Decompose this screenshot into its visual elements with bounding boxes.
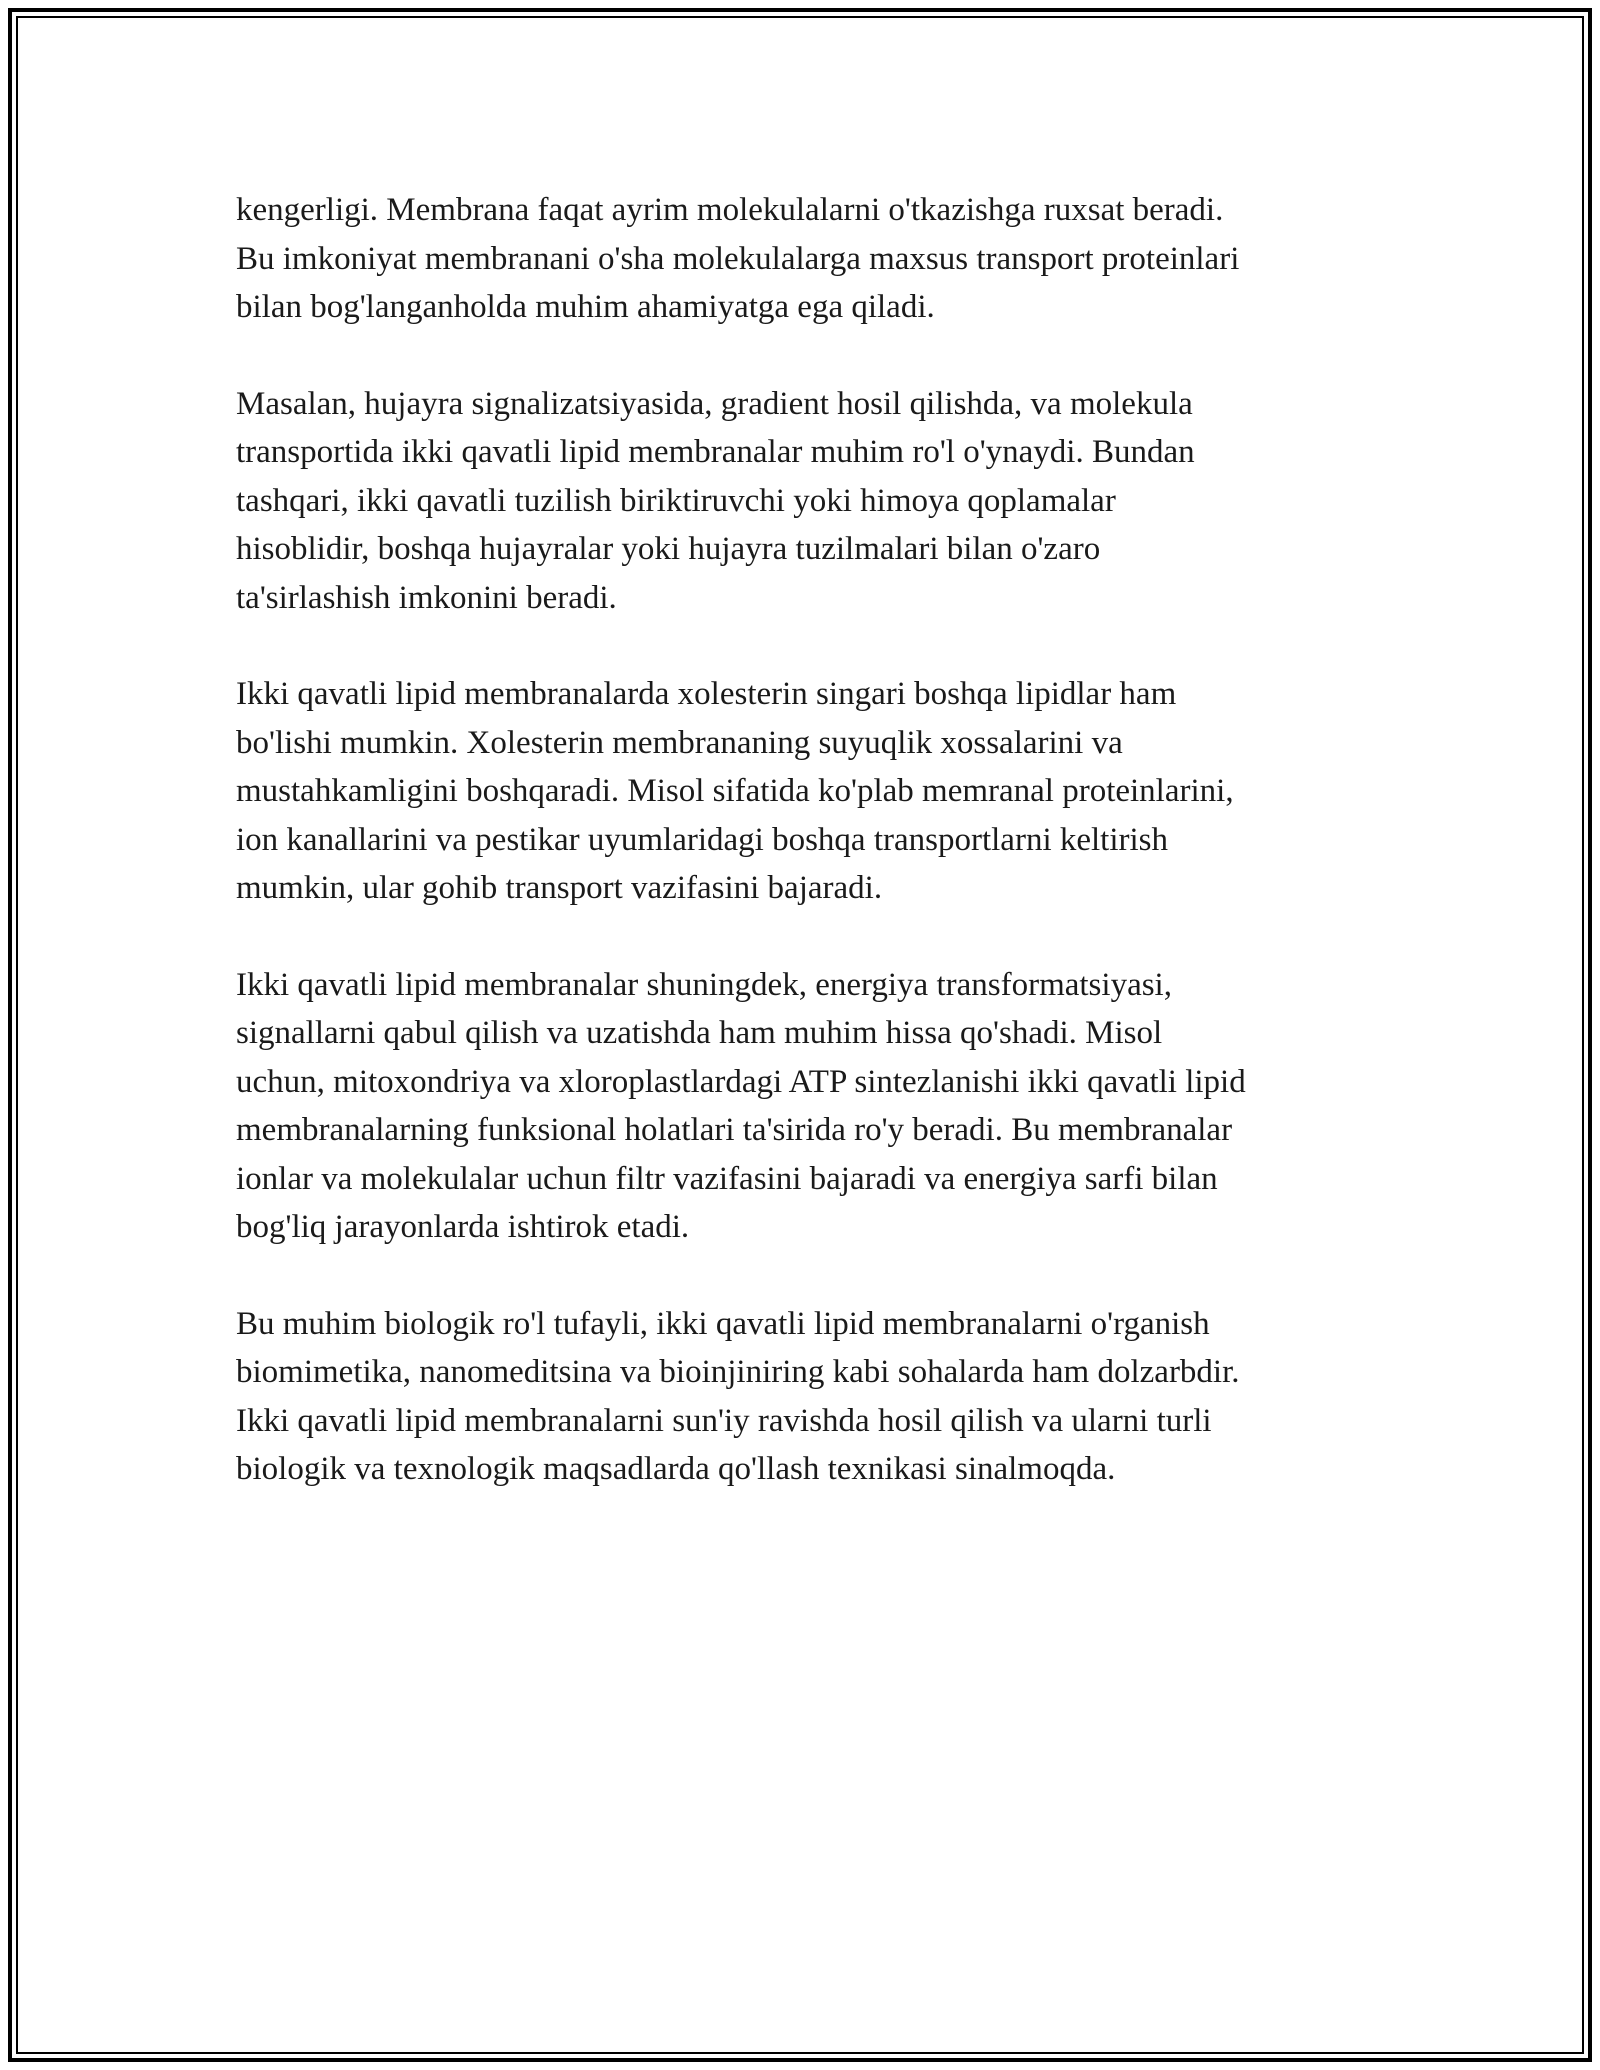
- paragraph: Ikki qavatli lipid membranalar shuningdek, energiya transformatsiyasi, signallarni qabul qilish va uzatishda ham muhim hissa qo'shadi. Misol uchun, mitoxondriya va xloroplastlardagi ATP sintezlanishi ikki qavatli lipid membranalarning funksional holatlari ta'sirida ro'y beradi. Bu membranalar ionlar va molekulalar uchun filtr vazifasini bajaradi va energiya sarfi bilan bog'liq jarayonlarda ishtirok etadi.: [236, 966, 1246, 1245]
- paragraph: Masalan, hujayra signalizatsiyasida, gradient hosil qilishda, va molekula transportida ikki qavatli lipid membranalar muhim ro'l o'ynaydi. Bundan tashqari, ikki qavatli tuzilish biriktiruvchi yoki himoya qoplamalar hisoblidir, boshqa hujayralar yoki hujayra tuzilmalari bilan o'zaro ta'sirlashish imkonini beradi.: [236, 385, 1195, 616]
- document-body: [236, 186, 1386, 1542]
- paragraph: Bu muhim biologik ro'l tufayli, ikki qavatli lipid membranalarni o'rganish biomimetika, nanomeditsina va bioinjiniring kabi sohalarda ham dolzarbdir. Ikki qavatli lipid membranalarni sun'iy ravishda hosil qilish va ularni turli biologik va texnologik maqsadlarda qo'llash texnikasi sinalmoqda.: [236, 1305, 1240, 1487]
- paragraph: Ikki qavatli lipid membranalarda xolesterin singari boshqa lipidlar ham bo'lishi mumkin. Xolesterin membrananing suyuqlik xossalarini va mustahkamligini boshqaradi. Misol sifatida ko'plab memranal proteinlarini, ion kanallarini va pestikar uyumlaridagi boshqa transportlarni keltirish mumkin, ular gohib transport vazifasini bajaradi.: [236, 676, 1234, 906]
- paragraph: kengerligi. Membrana faqat ayrim molekulalarni o'tkazishga ruxsat beradi. Bu imkoniyat membranani o'sha molekulalarga maxsus transport proteinlari bilan bog'langanholda muhim ahamiyatga ega qiladi.: [236, 192, 1240, 325]
